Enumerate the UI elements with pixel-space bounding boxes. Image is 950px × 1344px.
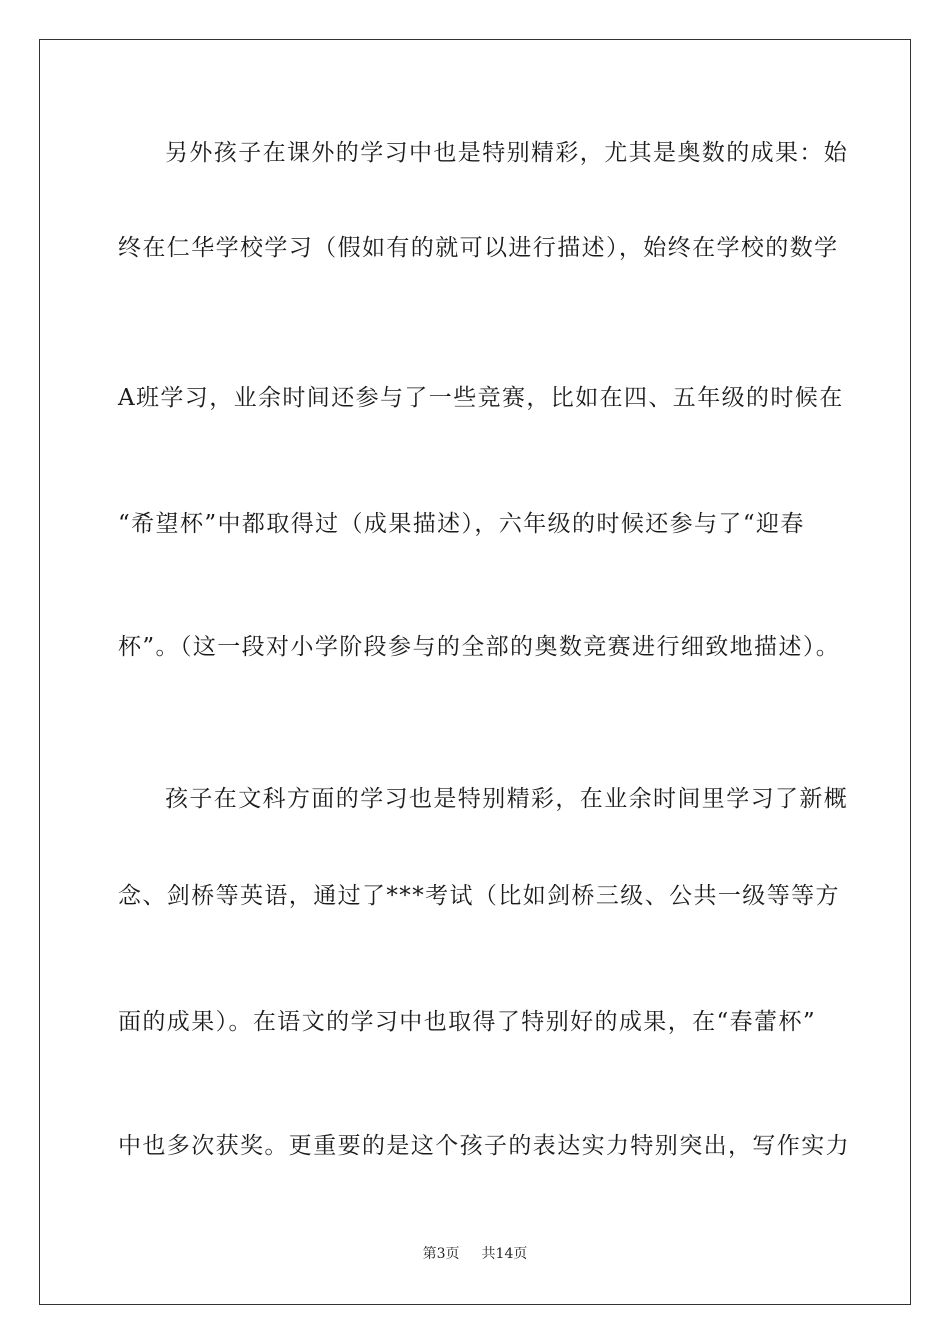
paragraph-2-line-3: 面的成果）。在语文的学习中也取得了特别好的成果，在“春蕾杯” xyxy=(118,1009,817,1035)
page-total: 共14页 xyxy=(481,1246,528,1262)
paragraph-1-line-3: A班学习，业余时间还参与了一些竞赛，比如在四、五年级的时候在 xyxy=(118,385,844,411)
paragraph-1-line-4: “希望杯”中都取得过（成果描述），六年级的时候还参与了“迎春 xyxy=(118,511,805,537)
paragraph-2-line-1: 孩子在文科方面的学习也是特别精彩，在业余时间里学习了新概 xyxy=(165,786,849,812)
page-number: 第3页 xyxy=(422,1246,460,1262)
paragraph-1-line-2: 终在仁华学校学习（假如有的就可以进行描述），始终在学校的数学 xyxy=(118,235,839,261)
page-footer xyxy=(0,1245,950,1263)
paragraph-1-line-1: 另外孩子在课外的学习中也是特别精彩，尤其是奥数的成果：始 xyxy=(165,140,849,166)
page-frame xyxy=(39,39,911,1305)
paragraph-2-line-2: 念、剑桥等英语，通过了***考试（比如剑桥三级、公共一级等等方 xyxy=(118,883,840,909)
paragraph-1-line-5: 杯”。（这一段对小学阶段参与的全部的奥数竞赛进行细致地描述）。 xyxy=(118,634,841,660)
paragraph-2-line-4: 中也多次获奖。更重要的是这个孩子的表达实力特别突出，写作实力 xyxy=(118,1133,850,1159)
